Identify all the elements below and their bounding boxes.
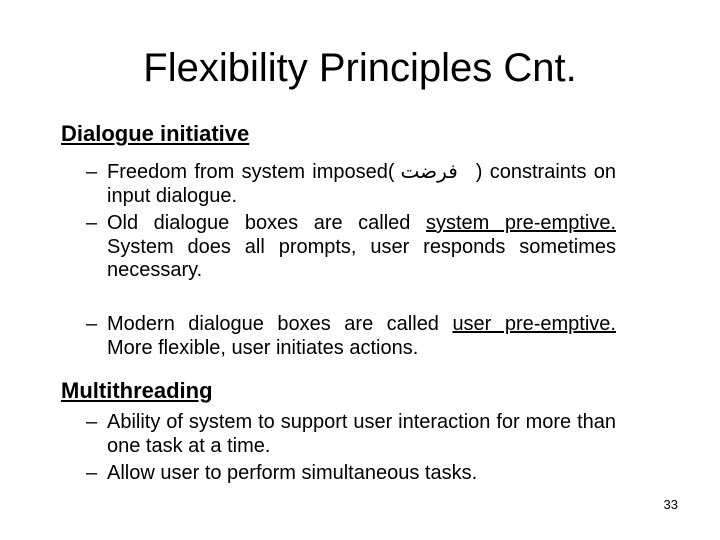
- underlined-term-user-pre-emptive: user pre-emptive.: [452, 313, 616, 335]
- bullet-dash: –: [86, 411, 98, 433]
- bullet-text-part2: System does all prompts, user responds sometimes necessary.: [107, 235, 616, 281]
- underlined-term-system-pre-emptive: system pre-emptive.: [425, 212, 616, 234]
- arabic-word: فرضت: [400, 161, 458, 183]
- bullet-text: [107, 212, 616, 283]
- section-heading-multithreading: Multithreading: [61, 378, 213, 403]
- bullet-modern-dialogue-boxes: [86, 313, 616, 360]
- bullet-text-part1: Modern dialogue boxes are called: [107, 313, 439, 335]
- bullet-text: [107, 313, 616, 360]
- bullet-text: Ability of system to support user interaction for more than one task at a time.: [107, 411, 616, 457]
- bullet-text-part2: More flexible, user initiates actions.: [107, 336, 419, 359]
- section-heading-dialogue-initiative: Dialogue initiative: [61, 121, 250, 146]
- bullet-simultaneous-tasks: [86, 462, 616, 486]
- page-number: 33: [663, 497, 678, 512]
- slide-title: Flexibility Principles Cnt.: [143, 46, 577, 90]
- bullet-dash: –: [86, 161, 98, 183]
- bullet-old-dialogue-boxes: [86, 212, 616, 283]
- bullet-text-part1: Old dialogue boxes are called: [107, 212, 411, 234]
- closing-paren: ): [475, 161, 483, 183]
- bullet-dash: –: [86, 313, 98, 335]
- bullet-text-part3: constraints on input dialogue.: [107, 161, 617, 207]
- bullet-dash: –: [86, 212, 98, 234]
- bullet-dash: –: [86, 462, 98, 484]
- bullet-ability-of-system: [86, 411, 616, 458]
- bullet-text: Allow user to perform simultaneous tasks.: [107, 462, 478, 484]
- bullet-text: [107, 161, 616, 208]
- bullet-text-part1: Freedom from system imposed(: [107, 161, 395, 183]
- bullet-freedom: [86, 161, 616, 208]
